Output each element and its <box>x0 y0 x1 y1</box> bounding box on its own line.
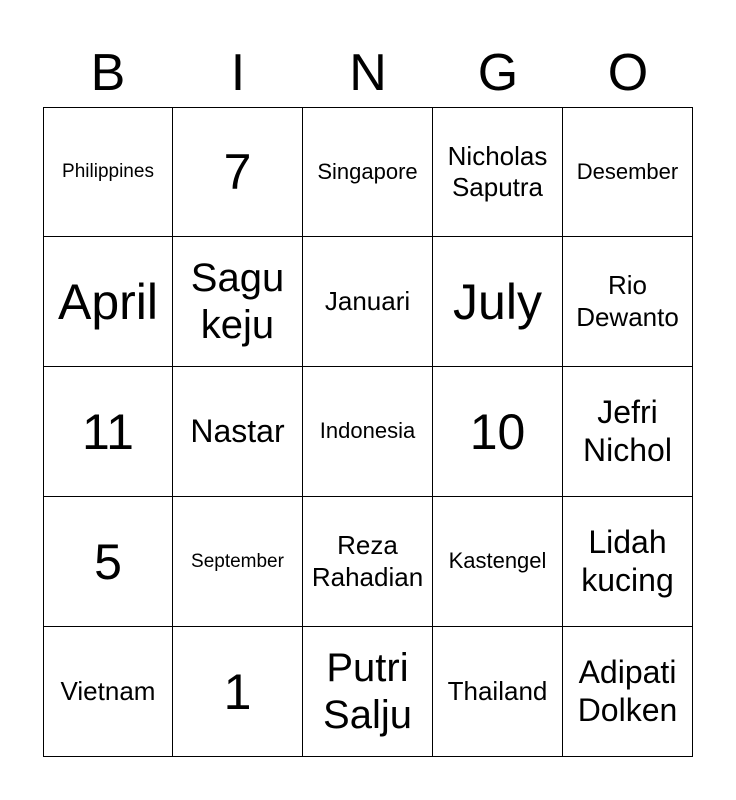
bingo-cell[interactable]: Philippines <box>43 107 173 237</box>
header-letter-g: G <box>477 44 519 102</box>
bingo-cell[interactable]: 7 <box>173 107 303 237</box>
bingo-cell[interactable]: Nicholas Saputra <box>433 107 563 237</box>
header-letter-n: N <box>349 44 387 102</box>
bingo-cell[interactable]: Kastengel <box>433 497 563 627</box>
bingo-cell[interactable]: 10 <box>433 367 563 497</box>
bingo-cell[interactable]: July <box>433 237 563 367</box>
bingo-cell[interactable]: Reza Rahadian <box>303 497 433 627</box>
bingo-cell[interactable]: Lidah kucing <box>563 497 693 627</box>
bingo-cell[interactable]: 1 <box>173 627 303 757</box>
bingo-cell[interactable]: Indonesia <box>303 367 433 497</box>
bingo-cell[interactable]: April <box>43 237 173 367</box>
bingo-cell[interactable]: Desember <box>563 107 693 237</box>
bingo-cell[interactable]: Jefri Nichol <box>563 367 693 497</box>
header-letter-i: I <box>230 44 246 102</box>
bingo-cell[interactable]: Januari <box>303 237 433 367</box>
header-letter-b: B <box>90 44 126 102</box>
bingo-cell[interactable]: Nastar <box>173 367 303 497</box>
bingo-cell[interactable]: Sagu keju <box>173 237 303 367</box>
bingo-header <box>43 42 693 104</box>
bingo-cell[interactable]: Putri Salju <box>303 627 433 757</box>
bingo-cell[interactable]: 5 <box>43 497 173 627</box>
bingo-cell[interactable]: Adipati Dolken <box>563 627 693 757</box>
bingo-cell[interactable]: 11 <box>43 367 173 497</box>
bingo-cell[interactable]: Rio Dewanto <box>563 237 693 367</box>
bingo-cell[interactable]: Vietnam <box>43 627 173 757</box>
header-letter-o: O <box>607 44 649 102</box>
bingo-cell[interactable]: Thailand <box>433 627 563 757</box>
bingo-card-grid <box>43 107 693 757</box>
bingo-cell[interactable]: Singapore <box>303 107 433 237</box>
bingo-cell[interactable]: September <box>173 497 303 627</box>
